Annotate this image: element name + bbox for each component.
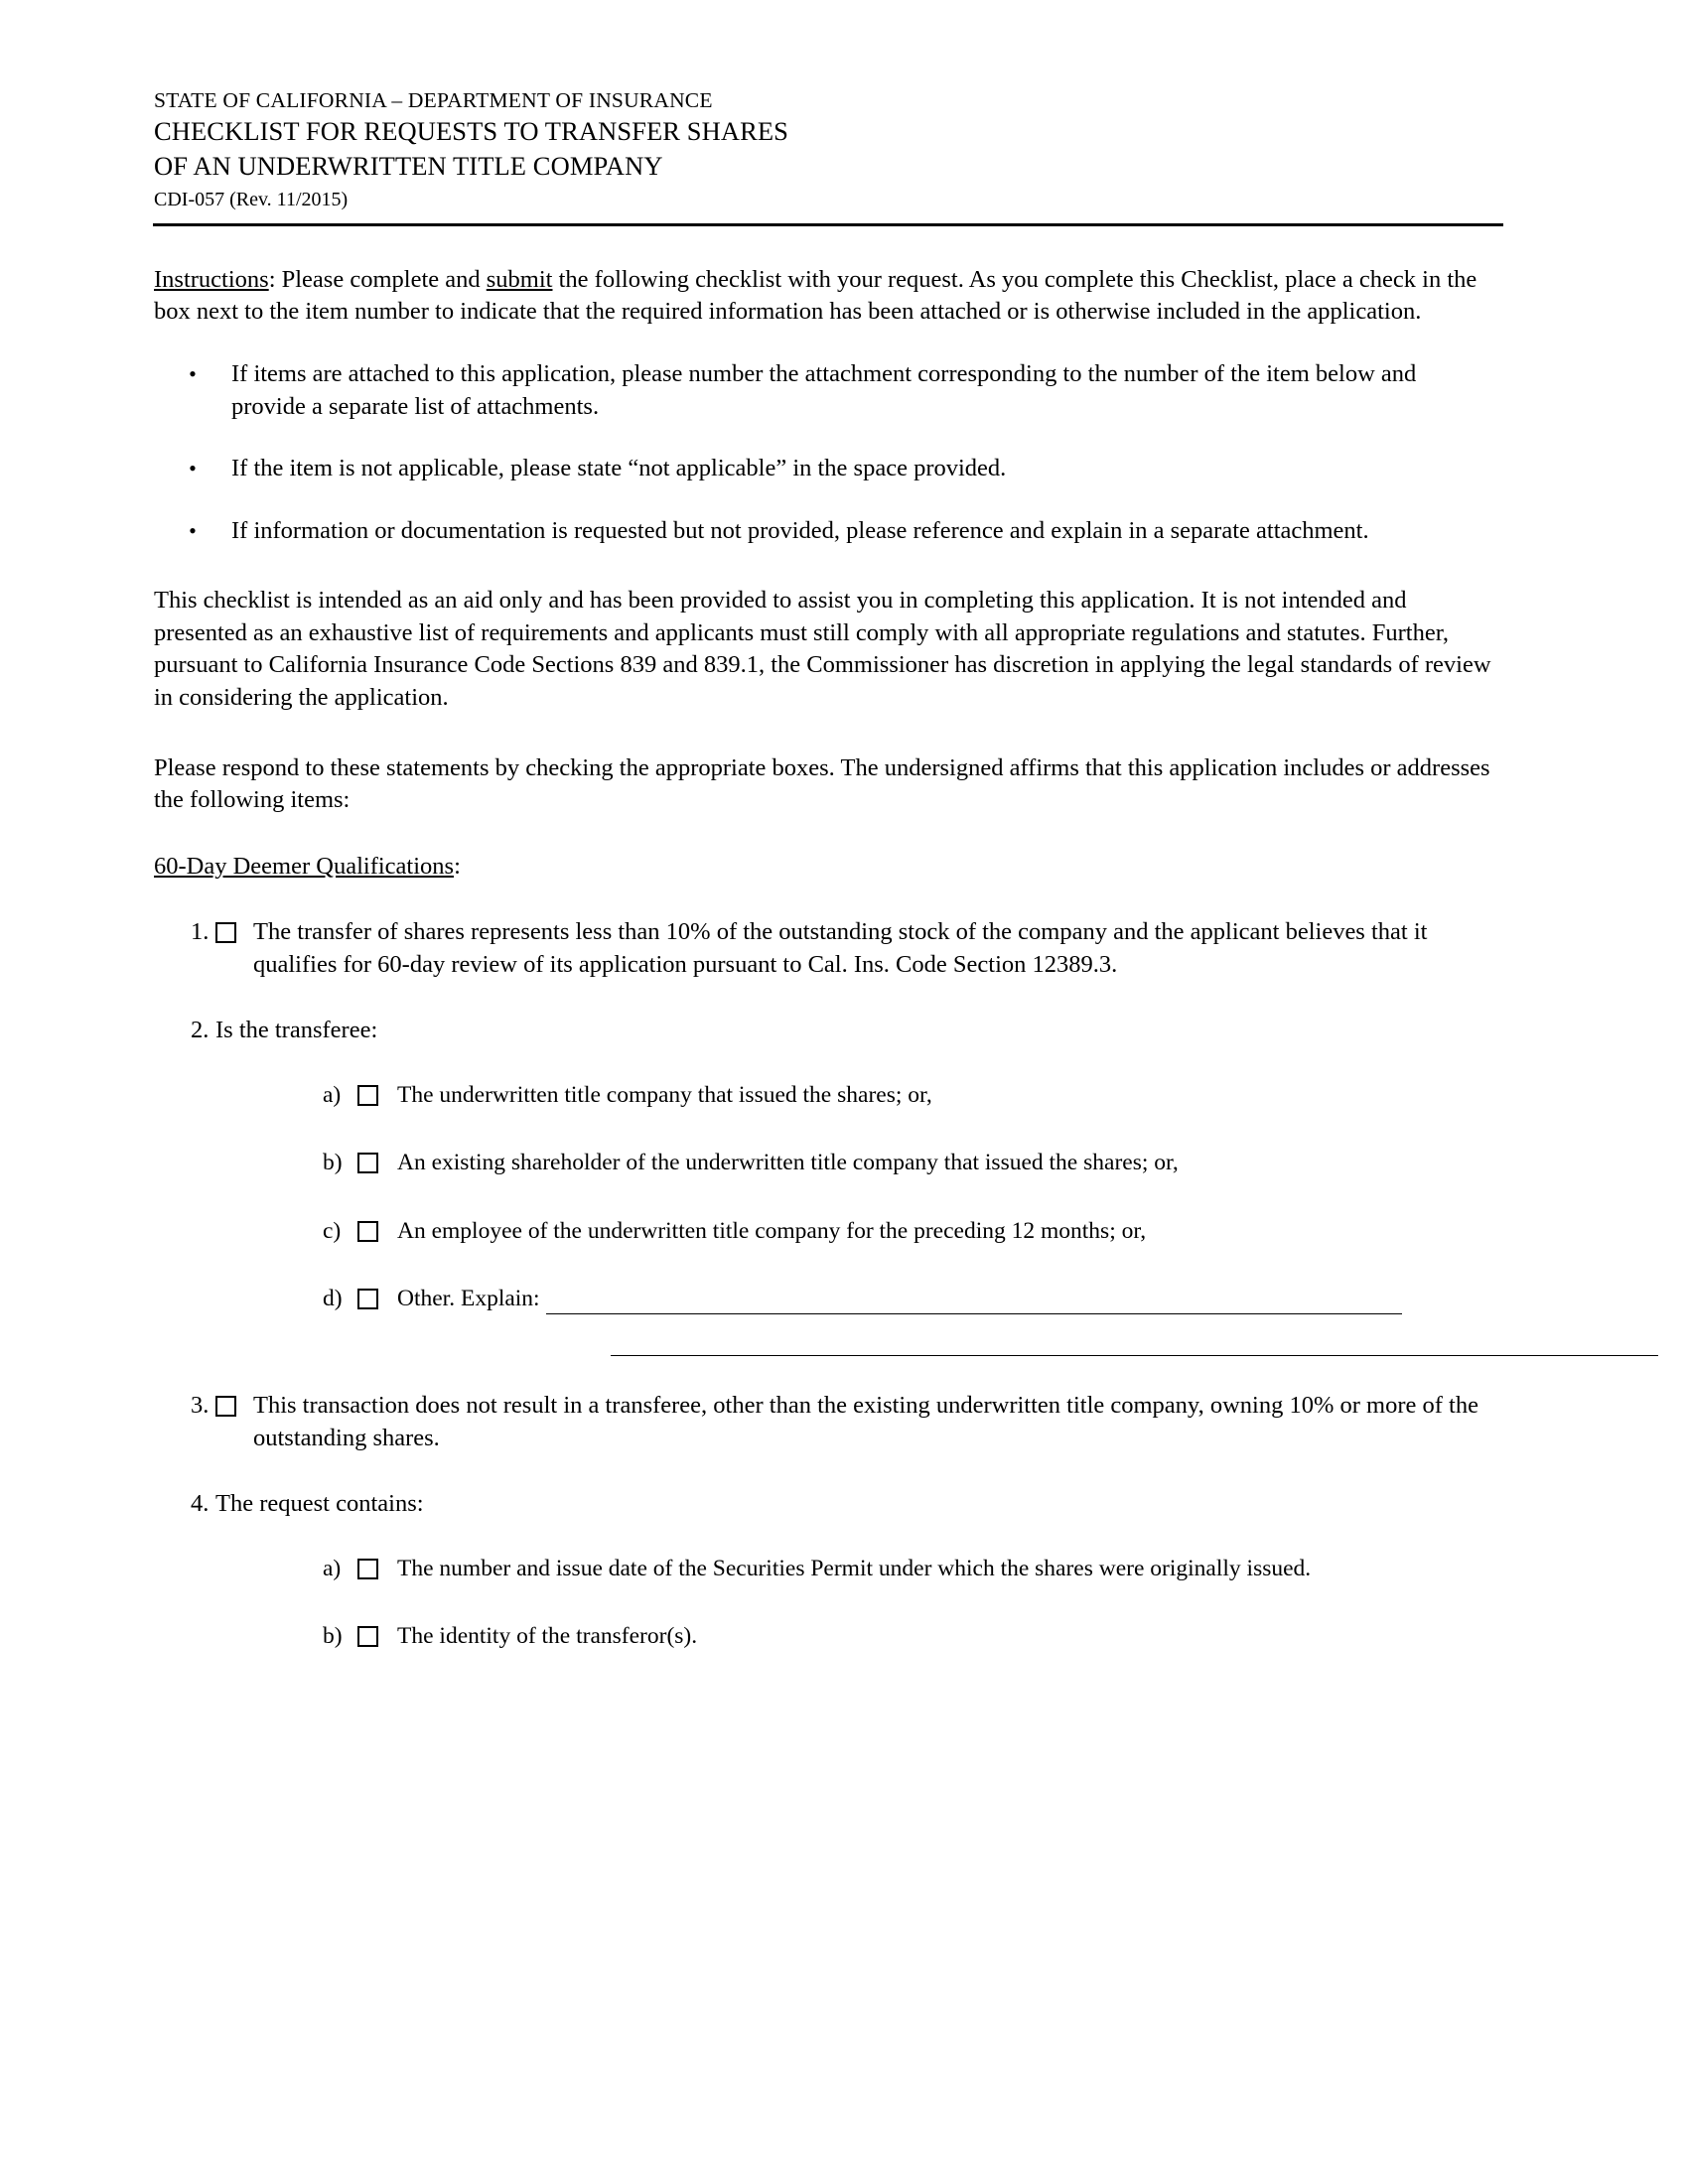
instructions-lead-1: Please complete and <box>275 265 487 293</box>
subitem-text: The identity of the transferor(s). <box>397 1623 698 1650</box>
list-item <box>154 453 1470 485</box>
checkbox-icon[interactable] <box>357 1153 378 1173</box>
document-title-line-1: CHECKLIST FOR REQUESTS TO TRANSFER SHARES <box>154 115 789 146</box>
checkbox-wrapper[interactable] <box>357 1080 397 1115</box>
respond-paragraph: Please respond to these statements by checking the appropriate boxes. The undersigned affirms that this application includes or addresses the following items: <box>154 753 1490 814</box>
checkbox-icon[interactable] <box>215 922 236 943</box>
instruction-bullet-list <box>154 358 1470 547</box>
bullet-icon: • <box>189 517 197 543</box>
instructions-colon: : <box>268 265 276 293</box>
checklist-item-2 <box>154 1015 1504 1047</box>
instructions-lead-2: the following checklist with your request. As you complete this Checklist, place a check in the box next to the item number to indicate that the required information has been attached or is otherwise included in the application. <box>154 265 1477 326</box>
section-heading-colon: : <box>454 852 461 880</box>
submit-word: submit <box>486 265 553 293</box>
list-item <box>154 358 1470 423</box>
item-number: 4. <box>191 1490 210 1518</box>
item-text: The transfer of shares represents less than 10% of the outstanding stock of the company and the applicant believes that it qualifies for 60-day review of its application pursuant to Cal. Ins. Code Section 12389.3. <box>253 918 1428 978</box>
item-number: 3. <box>191 1392 210 1420</box>
subitem-text: An employee of the underwritten title company for the preceding 12 months; or, <box>397 1217 1147 1244</box>
checkbox-icon[interactable] <box>357 1559 378 1579</box>
other-explain-input[interactable] <box>546 1292 1402 1314</box>
subitem-2b <box>154 1148 1504 1182</box>
subitem-label: b) <box>323 1150 343 1176</box>
subitem-2c <box>154 1216 1504 1251</box>
item-text: The request contains: <box>215 1490 424 1518</box>
checkbox-icon[interactable] <box>215 1396 236 1417</box>
bullet-text: If items are attached to this application, please number the attachment corresponding to the number of the item below and provide a separate list of attachments. <box>231 359 1417 420</box>
subitem-text: The underwritten title company that issued the shares; or, <box>397 1082 932 1109</box>
checkbox-icon[interactable] <box>357 1221 378 1242</box>
checkbox-wrapper[interactable] <box>357 1284 397 1318</box>
document-title-line-2: OF AN UNDERWRITTEN TITLE COMPANY <box>154 150 663 181</box>
checkbox-wrapper[interactable] <box>357 1216 397 1251</box>
section-heading <box>154 851 1504 884</box>
bullet-icon: • <box>189 360 197 386</box>
checkbox-wrapper[interactable] <box>215 1390 253 1454</box>
bullet-text: If information or documentation is requested but not provided, please reference and explain in a separate attachment. <box>231 516 1369 544</box>
checkbox-wrapper[interactable] <box>357 1554 397 1588</box>
subitem-label: b) <box>323 1623 343 1650</box>
section-heading-text: 60-Day Deemer Qualifications <box>154 852 455 880</box>
subitem-4b <box>154 1621 1504 1656</box>
checklist-item-2-subitems <box>154 1080 1504 1356</box>
subitem-label: c) <box>323 1217 342 1244</box>
checkbox-icon[interactable] <box>357 1085 378 1106</box>
subitem-4a <box>154 1554 1504 1588</box>
checkbox-icon[interactable] <box>357 1289 378 1309</box>
subitem-text: The number and issue date of the Securities Permit under which the shares were originally issued. <box>397 1555 1312 1581</box>
instructions-label: Instructions <box>154 265 269 293</box>
item-text: Is the transferee: <box>215 1017 378 1044</box>
subitem-label: a) <box>323 1082 342 1109</box>
subitem-text: An existing shareholder of the underwritten title company that issued the shares; or, <box>397 1150 1179 1176</box>
subitem-text-with-field <box>397 1284 1504 1318</box>
checklist-item-3 <box>154 1390 1504 1454</box>
checklist-item-1 <box>154 916 1504 981</box>
subitem-2a <box>154 1080 1504 1115</box>
subitem-2d <box>154 1284 1504 1318</box>
form-number: CDI-057 (Rev. 11/2015) <box>154 188 349 210</box>
agency-line: STATE OF CALIFORNIA – DEPARTMENT OF INSURANCE <box>154 88 713 112</box>
subitem-label: a) <box>323 1555 342 1581</box>
checkbox-wrapper[interactable] <box>357 1621 397 1656</box>
checklist-item-4-subitems <box>154 1554 1504 1657</box>
checkbox-icon[interactable] <box>357 1626 378 1647</box>
checkbox-wrapper[interactable] <box>215 916 253 981</box>
document-header <box>154 87 1539 226</box>
subitem-label: d) <box>323 1285 343 1311</box>
instructions-paragraph <box>154 264 1504 329</box>
other-explain-input-line-2[interactable] <box>611 1354 1658 1356</box>
header-divider <box>153 223 1503 226</box>
subitem-text: Other. Explain: <box>397 1285 540 1311</box>
bullet-icon: • <box>189 456 197 481</box>
item-number: 2. <box>191 1017 210 1044</box>
disclaimer-paragraph: This checklist is intended as an aid only and has been provided to assist you in completing this application. It is not intended and presented as an exhaustive list of requirements and applicants must still comply with all appropriate regulations and statutes. Further, pursuant to California Insurance Code Sections 839 and 839.1, the Commissioner has discretion in applying the legal standards of review in considering the application. <box>154 587 1491 712</box>
item-number: 1. <box>191 918 210 946</box>
checkbox-wrapper[interactable] <box>357 1148 397 1182</box>
item-text: This transaction does not result in a transferee, other than the existing underwritten title company, owning 10% or more of the outstanding shares. <box>253 1392 1478 1451</box>
checklist-item-4 <box>154 1488 1504 1521</box>
list-item <box>154 515 1470 548</box>
checklist-items <box>154 916 1504 1656</box>
bullet-text: If the item is not applicable, please state “not applicable” in the space provided. <box>231 455 1007 482</box>
